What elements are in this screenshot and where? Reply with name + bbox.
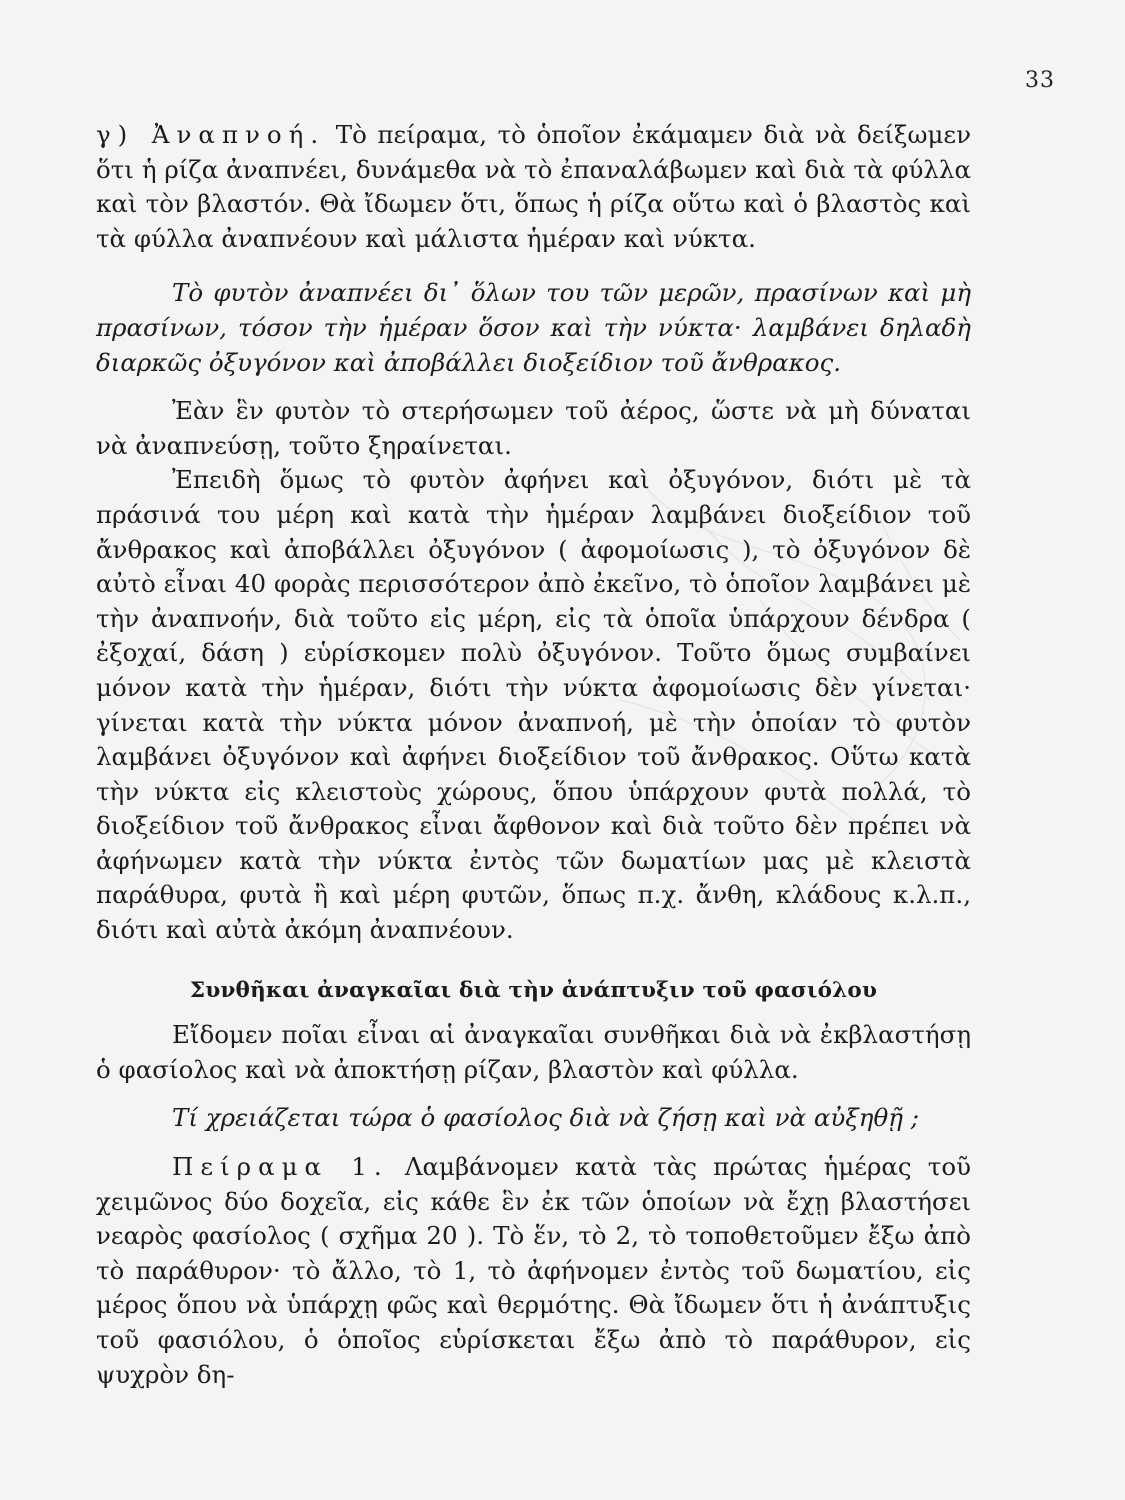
paragraph-experiment-1	[96, 1150, 971, 1392]
page-number: 33	[1025, 68, 1055, 93]
paragraph-text: Τὸ πείραμα, τὸ ὁποῖον ἐκάμαμεν διὰ νὰ δείξωμεν ὅτι ἡ ρίζα ἀναπνέει, δυνάμεθα νὰ τὸ ἐπαναλάβωμεν καὶ διὰ τὰ φύλλα καὶ τὸν βλαστόν. Θὰ ἴδωμεν ὅτι, ὅπως ἡ ρίζα οὕτω καὶ ὁ βλαστὸς καὶ τὰ φύλλα ἀναπνέουν καὶ μάλιστα ἡμέραν καὶ νύκτα.	[96, 120, 971, 253]
paragraph-text: Λαμβάνομεν κατὰ τὰς πρώτας ἡμέρας τοῦ χειμῶνος δύο δοχεῖα, εἰς κάθε ἓν ἐκ τῶν ὁποίων νὰ ἔχῃ βλαστήσει νεαρὸς φασίολος ( σχῆμα 20 ). Τὸ ἕν, τὸ 2, τὸ τοποθετοῦμεν ἔξω ἀπὸ τὸ παράθυρον· τὸ ἄλλο, τὸ 1, τὸ ἀφήνομεν ἐντὸς τοῦ δωματίου, εἰς μέρος ὅπου νὰ ὑπάρχῃ φῶς καὶ θερμότης. Θὰ ἴδωμεν ὅτι ἡ ἀνάπτυξις τοῦ φασιόλου, ὁ ὁποῖος εὑρίσκεται ἔξω ἀπὸ τὸ παράθυρον, εἰς ψυχρὸν δη-	[96, 1152, 971, 1389]
paragraph-label: γ) Ἀναπνοή.	[96, 120, 326, 149]
paragraph-conditions: Εἴδομεν ποῖαι εἶναι αἱ ἀναγκαῖαι συνθῆκαι διὰ νὰ ἐκβλαστήσῃ ὁ φασίολος καὶ νὰ ἀποκτήσῃ ρίζαν, βλαστὸν καὶ φύλλα.	[96, 1020, 971, 1084]
body-text	[96, 118, 971, 1392]
paragraph-question: Τί χρειάζεται τώρα ὁ φασίολος διὰ νὰ ζήσῃ καὶ νὰ αὐξηθῇ ;	[172, 1103, 919, 1133]
paragraph-deprived-air: Ἐὰν ἓν φυτὸν τὸ στερήσωμεν τοῦ ἀέρος, ὥστε νὰ μὴ δύναται νὰ ἀναπνεύσῃ, τοῦτο ξηραίνεται.	[96, 396, 971, 460]
experiment-label: Πείραμα 1.	[172, 1152, 389, 1182]
section-heading: Συνθῆκαι ἀναγκαῖαι διὰ τὴν ἀνάπτυξιν τοῦ φασιόλου	[189, 977, 878, 1003]
paragraph-oxygen: Ἐπειδὴ ὅμως τὸ φυτὸν ἀφήνει καὶ ὀξυγόνον, διότι μὲ τὰ πράσινά του μέρη καὶ κατὰ τὴν ἡμέραν λαμβάνει διοξείδιον τοῦ ἄνθρακος καὶ ἀποβάλλει ὀξυγόνον ( ἀφομοίωσις ), τὸ ὀξυγόνον δὲ αὐτὸ εἶναι 40 φορὰς περισσότερον ἀπὸ ἐκεῖνο, τὸ ὁποῖον λαμβάνει μὲ τὴν ἀναπνοήν, διὰ τοῦτο εἰς μέρη, εἰς τὰ ὁποῖα ὑπάρχουν δένδρα ( ἐξοχαί, δάση ) εὑρίσκομεν πολὺ ὀξυγόνον. Τοῦτο ὅμως συμβαίνει μόνον κατὰ τὴν ἡμέραν, διότι τὴν νύκτα ἀφομοίωσις δὲν γίνεται· γίνεται κατὰ τὴν νύκτα μόνον ἀναπνοή, μὲ τὴν ὁποίαν τὸ φυτὸν λαμβάνει ὀξυγόνον καὶ ἀφήνει διοξείδιον τοῦ ἄνθρακος. Οὕτω κατὰ τὴν νύκτα εἰς κλειστοὺς χώρους, ὅπου ὑπάρχουν φυτὰ πολλά, τὸ διοξείδιον τοῦ ἄνθρακος εἶναι ἄφθονον καὶ διὰ τοῦτο δὲν πρέπει νὰ ἀφήνωμεν κατὰ τὴν νύκτα ἐντὸς τῶν δωματίων μας μὲ κλειστὰ παράθυρα, φυτὰ ἢ καὶ μέρη φυτῶν, ὅπως π.χ. ἄνθη, κλάδους κ.λ.π., διότι καὶ αὐτὰ ἀκόμη ἀναπνέουν.	[96, 465, 971, 945]
paragraph-respiration	[96, 118, 971, 256]
paragraph-summary: Τὸ φυτὸν ἀναπνέει δι᾽ ὅλων του τῶν μερῶν, πρασίνων καὶ μὴ πρασίνων, τόσον τὴν ἡμέραν ὅσον καὶ τὴν νύκτα· λαμβάνει δηλαδὴ διαρκῶς ὀξυγόνον καὶ ἀποβάλλει διοξείδιον τοῦ ἄνθρακος.	[96, 278, 971, 377]
